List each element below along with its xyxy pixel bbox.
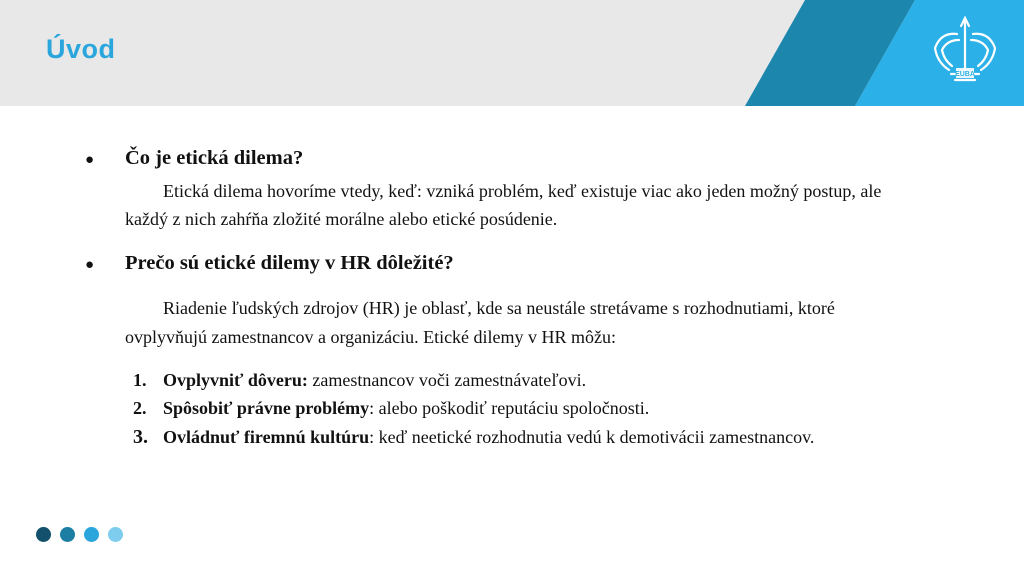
- question-2: Prečo sú etické dilemy v HR dôležité?: [125, 252, 454, 274]
- page-title: Úvod: [46, 34, 116, 64]
- list-item-text: : alebo poškodiť reputáciu spoločnosti.: [369, 398, 650, 418]
- pagination-dot: [84, 527, 99, 542]
- bullet-dot: ●: [85, 257, 95, 273]
- list-number: 2.: [133, 398, 147, 418]
- list-number: 3.: [133, 426, 148, 448]
- pagination-dot: [108, 527, 123, 542]
- answer-1-line-1: Etická dilema hovoríme vtedy, keď: vzniká problém, keď existuje viac ako jeden možný postup, ale: [163, 181, 882, 201]
- list-item-bold: Ovplyvniť dôveru:: [163, 370, 308, 390]
- pagination-dots: [36, 527, 123, 542]
- list-item-bold: Ovládnuť firemnú kultúru: [163, 427, 370, 447]
- list-item: [133, 398, 649, 419]
- list-item: [133, 370, 586, 391]
- paragraph-2-line-1: Riadenie ľudských zdrojov (HR) je oblasť, kde sa neustále stretávame s rozhodnutiami, ktoré: [163, 298, 835, 318]
- pagination-dot: [60, 527, 75, 542]
- answer-1-line-2: každý z nich zahŕňa zložité morálne alebo etické posúdenie.: [125, 209, 558, 229]
- list-number: 1.: [133, 370, 147, 390]
- paragraph-2-line-2: ovplyvňujú zamestnancov a organizáciu. Etické dilemy v HR môžu:: [125, 327, 617, 347]
- question-1: Čo je etická dilema?: [125, 147, 304, 169]
- list-item-text: zamestnancov voči zamestnávateľovi.: [307, 370, 587, 390]
- list-item: [133, 426, 814, 449]
- pagination-dot: [36, 527, 51, 542]
- bullet-dot: ●: [85, 152, 95, 168]
- list-item-bold: Spôsobiť právne problémy: [163, 398, 370, 418]
- svg-text:EUBA: EUBA: [955, 71, 975, 78]
- list-item-text: : keď neetické rozhodnutia vedú k demotivácii zamestnancov.: [369, 427, 815, 447]
